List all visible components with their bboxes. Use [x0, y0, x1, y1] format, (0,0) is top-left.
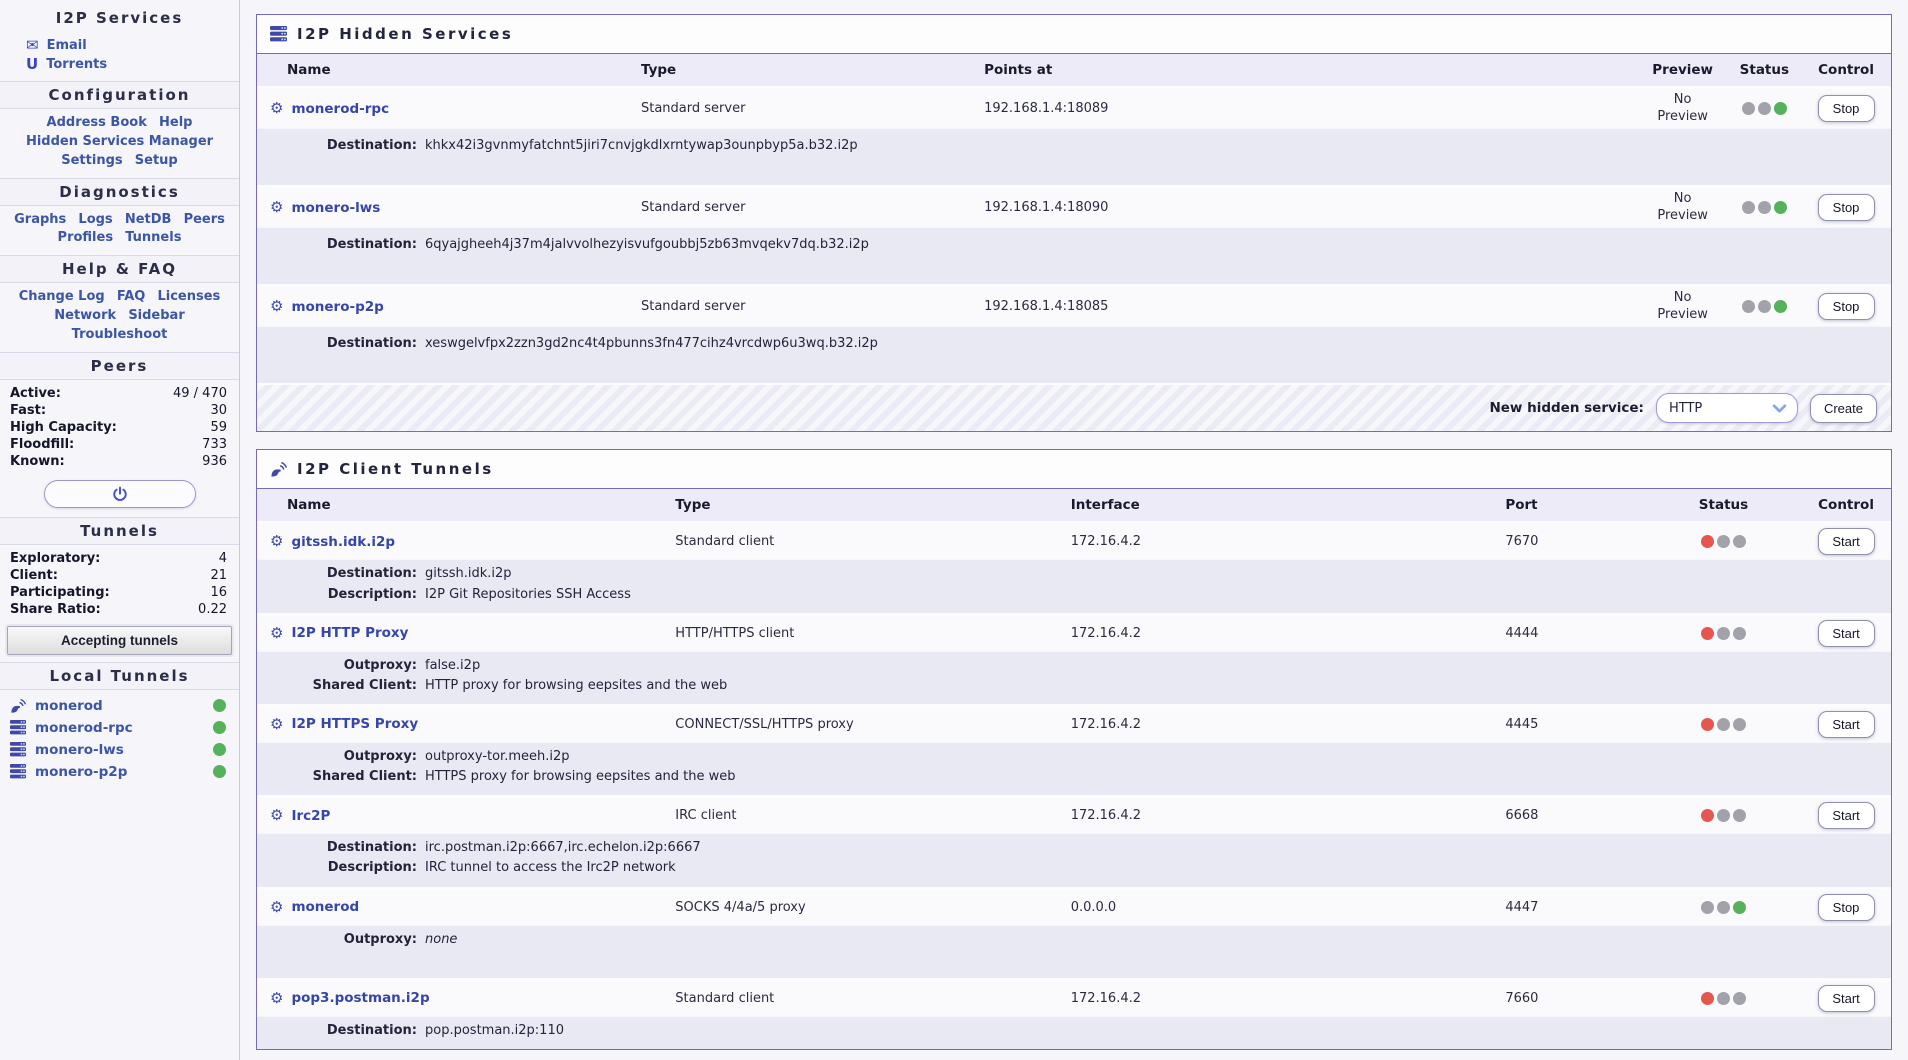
- tunnel-detail-row: [257, 327, 1891, 384]
- status-dots: [1646, 627, 1801, 640]
- preview-status: No Preview: [1657, 190, 1708, 223]
- sidebar-item-address-book[interactable]: Address Book: [46, 115, 147, 130]
- tunnel-type: Standard server: [641, 88, 984, 129]
- local-tunnel-monerod-rpc: [0, 717, 239, 739]
- new-hidden-service-label: New hidden service:: [1489, 400, 1644, 417]
- sidebar-heading-tunnels: Tunnels: [0, 517, 239, 545]
- tunnel-detail-row: [257, 560, 1891, 614]
- column-header-type: Type: [675, 489, 1070, 523]
- tunnel-type: Standard client: [675, 979, 1070, 1016]
- shared-client-value: HTTPS proxy for browsing eepsites and the web: [425, 769, 736, 785]
- detail-label: Destination:: [326, 566, 417, 582]
- local-tunnel-link[interactable]: monerod: [35, 697, 103, 714]
- tunnel-name-link[interactable]: I2P HTTPS Proxy: [291, 716, 419, 733]
- panel-title-text: I2P Client Tunnels: [297, 460, 494, 479]
- tunnel-points-at: 192.168.1.4:18085: [984, 286, 1638, 327]
- sidebar: [0, 0, 240, 1060]
- gear-icon[interactable]: ⚙: [270, 806, 284, 825]
- stop-button[interactable]: Stop: [1818, 894, 1875, 921]
- start-button[interactable]: Start: [1818, 528, 1875, 555]
- tunnel-interface: 172.16.4.2: [1071, 705, 1506, 742]
- client-tunnels-panel: [256, 449, 1892, 1049]
- client-tunnels-title-bar: [257, 450, 1891, 489]
- server-icon: [270, 26, 287, 42]
- status-dots: [1728, 300, 1802, 313]
- detail-label: Destination:: [326, 138, 417, 153]
- status-dot: [1758, 300, 1771, 313]
- column-header-points-at: Points at: [984, 54, 1638, 88]
- gear-icon[interactable]: ⚙: [270, 532, 284, 551]
- status-dot: [1717, 901, 1730, 914]
- tunnel-interface: 172.16.4.2: [1071, 523, 1506, 560]
- diagnostics-links: [0, 211, 239, 249]
- gear-icon[interactable]: ⚙: [270, 198, 284, 217]
- status-dots: [1646, 901, 1801, 914]
- sidebar-item-profiles[interactable]: Profiles: [57, 230, 114, 246]
- status-dot: [1758, 201, 1771, 214]
- tunnel-interface: 172.16.4.2: [1071, 614, 1506, 651]
- tunnels-stat-share-ratio: Share Ratio: 0.22: [10, 601, 227, 617]
- sidebar-heading-help-faq: Help & FAQ: [0, 255, 239, 283]
- status-dot: [1733, 627, 1746, 640]
- destination-value: pop.postman.i2p:110: [425, 1022, 564, 1038]
- sidebar-item-help[interactable]: Help: [159, 115, 193, 130]
- client-tunnel-row-monerod: [257, 888, 1891, 925]
- gear-icon[interactable]: ⚙: [270, 623, 284, 642]
- tunnel-interface: 0.0.0.0: [1071, 888, 1506, 925]
- client-tunnel-row-http-proxy: [257, 614, 1891, 651]
- select-value: HTTP: [1668, 400, 1703, 416]
- hidden-service-row-monero-lws: [257, 187, 1891, 228]
- tunnels-stat-exploratory: Exploratory: 4: [10, 550, 227, 566]
- description-value: I2P Git Repositories SSH Access: [425, 586, 631, 602]
- status-dot: [1774, 102, 1787, 115]
- sidebar-heading-local-tunnels: Local Tunnels: [0, 662, 239, 690]
- detail-label: Shared Client:: [312, 769, 417, 785]
- outproxy-value: none: [425, 931, 458, 947]
- help-links: [0, 288, 239, 345]
- peers-stat-high-capacity: High Capacity: 59: [10, 419, 227, 435]
- detail-label: Destination:: [326, 1022, 417, 1038]
- sidebar-item-hidden-services-manager[interactable]: Hidden Services Manager: [25, 133, 214, 149]
- detail-label: Description:: [327, 586, 417, 602]
- outproxy-value: outproxy-tor.meeh.i2p: [425, 748, 570, 764]
- stop-button[interactable]: Stop: [1818, 194, 1875, 221]
- preview-status: No Preview: [1657, 289, 1708, 322]
- start-button[interactable]: Start: [1818, 620, 1875, 647]
- tunnel-detail-row: [257, 925, 1891, 979]
- start-button[interactable]: Start: [1818, 802, 1875, 829]
- tunnel-name-link[interactable]: monero-p2p: [291, 298, 384, 315]
- status-dot: [1742, 201, 1755, 214]
- destination-value: 6qyajgheeh4j37m4jalvvolhezyisvufgoubbj5zb63mvqekv7dq.b32.i2p: [425, 237, 869, 253]
- tunnel-type: HTTP/HTTPS client: [675, 614, 1070, 651]
- column-header-port: Port: [1505, 489, 1646, 523]
- client-tunnels-table: [257, 489, 1891, 1048]
- sidebar-item-torrents[interactable]: [0, 55, 239, 74]
- tunnel-port: 4444: [1505, 614, 1646, 651]
- shared-client-value: HTTP proxy for browsing eepsites and the web: [425, 677, 728, 693]
- status-dot: [213, 765, 226, 778]
- tunnel-port: 6668: [1505, 797, 1646, 834]
- tunnel-interface: 172.16.4.2: [1071, 979, 1506, 1016]
- gear-icon[interactable]: ⚙: [270, 99, 284, 117]
- column-header-control: Control: [1801, 489, 1891, 523]
- tunnel-detail-row: [257, 742, 1891, 796]
- peers-stat-known: Known: 936: [10, 453, 227, 469]
- power-icon: [111, 485, 129, 503]
- tunnel-name-link[interactable]: Irc2P: [291, 807, 331, 824]
- table-header-row: [257, 489, 1891, 523]
- tunnel-port: 7660: [1505, 979, 1646, 1016]
- stop-button[interactable]: Stop: [1818, 293, 1875, 320]
- client-tunnel-row-irc2p: [257, 797, 1891, 834]
- status-dots: [1646, 809, 1801, 822]
- start-button[interactable]: Start: [1818, 711, 1875, 738]
- status-dot: [1701, 992, 1714, 1005]
- sidebar-item-settings[interactable]: Settings: [61, 152, 123, 168]
- sidebar-item-tunnels[interactable]: Tunnels: [125, 230, 182, 246]
- status-dot: [213, 743, 226, 756]
- status-dot: [1701, 535, 1714, 548]
- tunnel-name-link[interactable]: I2P HTTP Proxy: [291, 625, 409, 642]
- detail-label: Destination:: [326, 840, 417, 856]
- new-hidden-service-bar: [257, 383, 1891, 431]
- sidebar-item-email[interactable]: [0, 36, 239, 55]
- status-dot: [1774, 201, 1787, 214]
- tunnel-interface: 172.16.4.2: [1071, 797, 1506, 834]
- status-dot: [1701, 627, 1714, 640]
- tunnel-type: Standard client: [675, 523, 1070, 560]
- preview-status: No Preview: [1657, 91, 1708, 124]
- gear-icon[interactable]: ⚙: [270, 714, 284, 733]
- local-tunnel-monerod: [0, 695, 239, 717]
- detail-label: Shared Client:: [312, 677, 417, 693]
- client-tunnel-row-https-proxy: [257, 705, 1891, 742]
- status-dot: [1733, 992, 1746, 1005]
- detail-label: Destination:: [326, 237, 417, 253]
- status-dots: [1646, 992, 1801, 1005]
- detail-label: Outproxy:: [343, 657, 417, 673]
- gear-icon[interactable]: ⚙: [270, 988, 284, 1007]
- local-tunnel-monero-lws: [0, 739, 239, 761]
- status-dot: [1774, 300, 1787, 313]
- email-icon: ✉: [26, 36, 39, 54]
- email-link[interactable]: Email: [46, 38, 87, 53]
- stop-button[interactable]: Stop: [1818, 95, 1875, 122]
- tunnel-detail-row: [257, 834, 1891, 888]
- column-header-interface: Interface: [1071, 489, 1506, 523]
- hidden-service-row-monero-p2p: [257, 286, 1891, 327]
- sidebar-item-sidebar[interactable]: Sidebar: [128, 308, 185, 324]
- status-dot: [1701, 809, 1714, 822]
- tunnel-name-link[interactable]: monero-lws: [291, 199, 381, 216]
- status-dots: [1646, 718, 1801, 731]
- sidebar-heading-diagnostics: Diagnostics: [0, 178, 239, 206]
- status-dot: [213, 699, 226, 712]
- detail-label: Destination:: [326, 336, 417, 352]
- server-icon: [10, 720, 26, 735]
- server-icon: [10, 764, 26, 779]
- status-dot: [1758, 102, 1771, 115]
- destination-value: gitssh.idk.i2p: [425, 566, 512, 582]
- client-tunnel-row-pop3: [257, 979, 1891, 1016]
- hidden-services-title-bar: [257, 15, 1891, 54]
- destination-value: xeswgelvfpx2zzn3gd2nc4t4pbunns3fn477cihz4vrcdwp6u3wq.b32.i2p: [425, 336, 878, 352]
- status-dot: [1733, 535, 1746, 548]
- status-dot: [1717, 718, 1730, 731]
- peers-stat-floodfill: Floodfill: 733: [10, 436, 227, 452]
- status-dot: [1717, 992, 1730, 1005]
- start-button[interactable]: Start: [1818, 985, 1875, 1012]
- tunnel-points-at: 192.168.1.4:18089: [984, 88, 1638, 129]
- status-dot: [213, 721, 226, 734]
- detail-label: Outproxy:: [343, 931, 417, 947]
- status-dots: [1646, 535, 1801, 548]
- tunnel-detail-row: [257, 129, 1891, 187]
- sidebar-heading-configuration: Configuration: [0, 81, 239, 109]
- client-tunnel-row-gitssh: [257, 523, 1891, 560]
- sidebar-heading-peers: Peers: [0, 352, 239, 380]
- configuration-links: [0, 114, 239, 171]
- sidebar-item-network[interactable]: Network: [54, 308, 117, 324]
- status-dot: [1733, 718, 1746, 731]
- status-dot: [1733, 901, 1746, 914]
- sidebar-item-setup[interactable]: Setup: [134, 152, 178, 168]
- sidebar-item-netdb[interactable]: NetDB: [124, 211, 172, 227]
- gear-icon[interactable]: ⚙: [270, 897, 284, 916]
- tunnel-type: SOCKS 4/4a/5 proxy: [675, 888, 1070, 925]
- outproxy-value: false.i2p: [425, 657, 481, 673]
- sidebar-item-troubleshoot[interactable]: Troubleshoot: [71, 326, 168, 342]
- status-dot: [1701, 718, 1714, 731]
- tunnel-type: Standard server: [641, 187, 984, 228]
- sidebar-item-peers[interactable]: Peers: [183, 211, 225, 227]
- status-dot: [1701, 901, 1714, 914]
- tunnel-type: Standard server: [641, 286, 984, 327]
- status-dots: [1728, 201, 1802, 214]
- shutdown-button[interactable]: [44, 480, 196, 508]
- satellite-dish-icon: [10, 698, 26, 714]
- destination-value: khkx42i3gvnmyfatchnt5jiri7cnvjgkdlxrntywap3ounpbyp5a.b32.i2p: [425, 138, 858, 153]
- local-tunnel-link[interactable]: monerod-rpc: [35, 719, 133, 736]
- tunnel-name-link[interactable]: pop3.postman.i2p: [291, 990, 430, 1007]
- sidebar-heading-services: I2P Services: [55, 9, 184, 27]
- accepting-tunnels-button[interactable]: Accepting tunnels: [7, 626, 232, 655]
- create-button[interactable]: Create: [1810, 394, 1877, 423]
- tunnel-points-at: 192.168.1.4:18090: [984, 187, 1638, 228]
- tunnel-port: 4445: [1505, 705, 1646, 742]
- status-dots: [1728, 102, 1802, 115]
- tunnel-name-link[interactable]: gitssh.idk.i2p: [291, 533, 396, 550]
- column-header-type: Type: [641, 54, 984, 88]
- tunnels-stat-participating: Participating: 16: [10, 584, 227, 600]
- sidebar-item-licenses[interactable]: Licenses: [157, 289, 221, 305]
- server-icon: [10, 742, 26, 757]
- column-header-status: Status: [1646, 489, 1801, 523]
- tunnel-detail-row: [257, 1016, 1891, 1049]
- sidebar-item-logs[interactable]: Logs: [78, 211, 113, 227]
- hidden-services-panel: [256, 14, 1892, 432]
- hidden-service-row-monerod-rpc: [257, 88, 1891, 129]
- tunnel-type: CONNECT/SSL/HTTPS proxy: [675, 705, 1070, 742]
- sidebar-item-faq[interactable]: FAQ: [116, 289, 146, 305]
- gear-icon[interactable]: ⚙: [270, 297, 284, 316]
- description-value: IRC tunnel to access the Irc2P network: [425, 860, 676, 876]
- tunnel-name-link[interactable]: monerod-rpc: [291, 100, 390, 117]
- peers-stat-fast: Fast: 30: [10, 402, 227, 418]
- tunnels-stat-client: Client: 21: [10, 567, 227, 583]
- tunnel-type: IRC client: [675, 797, 1070, 834]
- column-header-name: Name: [257, 489, 675, 523]
- status-dot: [1717, 535, 1730, 548]
- tunnel-detail-row: [257, 651, 1891, 705]
- detail-label: Outproxy:: [343, 748, 417, 764]
- sidebar-item-change-log[interactable]: Change Log: [18, 289, 105, 305]
- tunnel-name-link[interactable]: monerod: [291, 899, 360, 916]
- local-tunnel-monero-p2p: [0, 761, 239, 783]
- column-header-status: Status: [1728, 54, 1802, 88]
- tunnel-detail-row: [257, 228, 1891, 286]
- status-dot: [1742, 300, 1755, 313]
- satellite-dish-icon: [270, 461, 287, 478]
- local-tunnel-link[interactable]: monero-p2p: [35, 763, 128, 780]
- hidden-services-table: [257, 54, 1891, 383]
- column-header-name: Name: [257, 54, 641, 88]
- sidebar-item-graphs[interactable]: Graphs: [14, 211, 67, 227]
- chevron-down-icon: [1772, 404, 1787, 413]
- status-dot: [1717, 627, 1730, 640]
- column-header-preview: Preview: [1638, 54, 1728, 88]
- panel-title-text: I2P Hidden Services: [297, 25, 514, 43]
- local-tunnel-link[interactable]: monero-lws: [35, 741, 124, 758]
- tunnel-port: 7670: [1505, 523, 1646, 560]
- status-dot: [1733, 809, 1746, 822]
- detail-label: Description:: [327, 860, 417, 876]
- torrents-link[interactable]: Torrents: [46, 57, 108, 72]
- torrents-icon: U: [26, 55, 39, 73]
- status-dot: [1742, 102, 1755, 115]
- tunnel-port: 4447: [1505, 888, 1646, 925]
- hidden-service-type-select[interactable]: [1656, 393, 1798, 423]
- peers-stat-active: Active: 49 / 470: [10, 385, 227, 401]
- column-header-control: Control: [1801, 54, 1891, 88]
- table-header-row: [257, 54, 1891, 88]
- status-dot: [1717, 809, 1730, 822]
- main-content: [240, 0, 1908, 1060]
- destination-value: irc.postman.i2p:6667,irc.echelon.i2p:6667: [425, 840, 701, 856]
